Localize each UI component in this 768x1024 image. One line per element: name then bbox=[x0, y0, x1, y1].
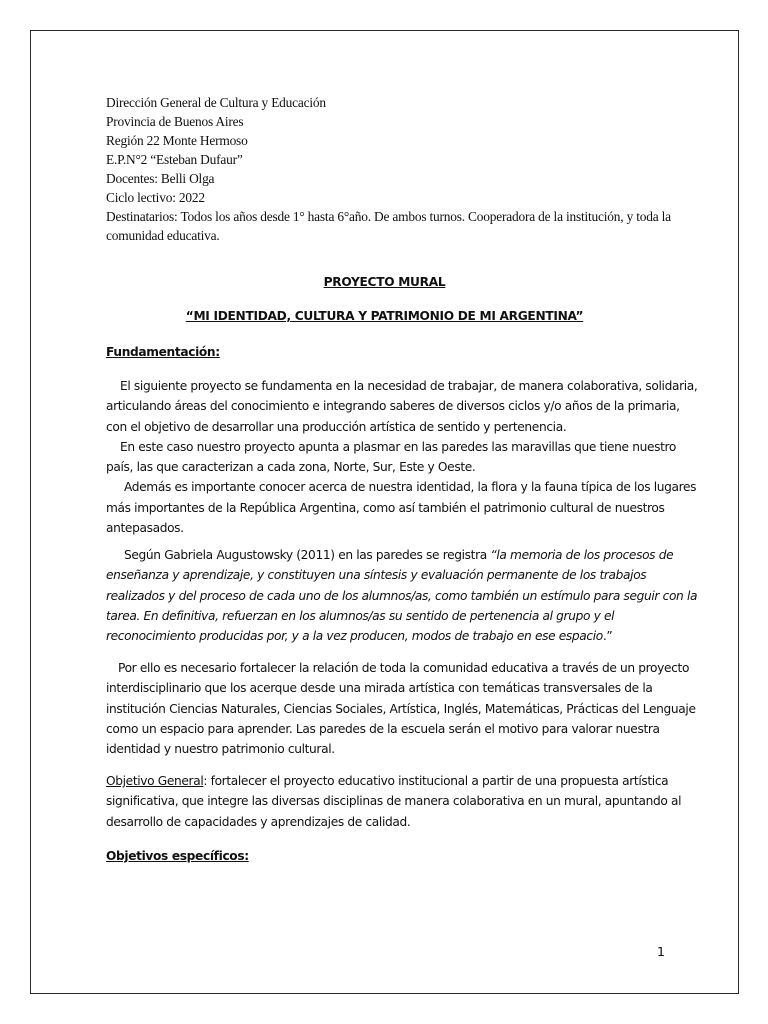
quote-paragraph bbox=[106, 545, 698, 646]
document-subtitle: “MI IDENTIDAD, CULTURA Y PATRIMONIO DE MI ARGENTINA” bbox=[185, 309, 584, 323]
fundamentacion-paragraph-4: Por ello es necesario fortalecer la relación de toda la comunidad educativa a través de un proyecto interdisciplinario que los acerque desde una mirada artística con temáticas transversales de la institución Ciencias Naturales, Ciencias Sociales, Artística, Inglés, Matemáticas, Prácticas del Lenguaje como un espacio para aprender. Las paredes de la escuela serán el motivo para valorar nuestra identidad y nuestro patrimonio cultural. bbox=[106, 661, 696, 757]
header-line-teachers: Docentes: Belli Olga bbox=[106, 171, 215, 186]
header-line-province: Provincia de Buenos Aires bbox=[106, 114, 244, 129]
quote-end: .” bbox=[602, 629, 613, 644]
objetivos-especificos-section bbox=[106, 846, 698, 866]
objetivo-general-label: Objetivo General bbox=[106, 774, 204, 788]
fundamentacion-paragraph-1: El siguiente proyecto se fundamenta en la necesidad de trabajar, de manera colaborativa, solidaria, articulando áreas del conocimiento e integrando saberes de diversos ciclos y/o años de la primaria, con el objetivo de desarrollar una producción artística de sentido y pertenencia. bbox=[106, 379, 698, 434]
objetivos-especificos-heading: Objetivos específicos: bbox=[106, 849, 249, 863]
document-header bbox=[106, 93, 696, 245]
fundamentacion-paragraph-2: En este caso nuestro proyecto apunta a plasmar en las paredes las maravillas que tiene nuestro país, las que caracterizan a cada zona, Norte, Sur, Este y Oeste. bbox=[106, 439, 677, 475]
fundamentacion-paragraph-3: Además es importante conocer acerca de nuestra identidad, la flora y la fauna típica de los lugares más importantes de la República Argentina, como así también el patrimonio cultural de nuestros antepasados. bbox=[106, 480, 697, 536]
fundamentacion-section bbox=[106, 376, 698, 538]
document-title: PROYECTO MURAL bbox=[323, 275, 446, 289]
header-line-organization: Dirección General de Cultura y Educación bbox=[106, 95, 326, 110]
header-line-school-year: Ciclo lectivo: 2022 bbox=[106, 190, 205, 205]
objetivo-general-section bbox=[106, 771, 698, 832]
fundamentacion-heading-block bbox=[106, 342, 698, 362]
header-line-school: E.P.N°2 “Esteban Dufaur” bbox=[106, 152, 243, 167]
document-page bbox=[30, 30, 739, 994]
header-line-recipients: Destinatarios: Todos los años desde 1° hasta 6°año. De ambos turnos. Cooperadora de la institución, y toda la comunidad educativa. bbox=[106, 209, 671, 243]
quote-intro: Según Gabriela Augustowsky (2011) en las paredes se registra bbox=[124, 548, 491, 562]
fundamentacion-heading: Fundamentación: bbox=[106, 345, 220, 359]
interdisciplinary-paragraph-block bbox=[106, 658, 698, 759]
quote-text: “la memoria de los procesos de enseñanza y aprendizaje, y constituyen una síntesis y evaluación permanente de los trabajos realizados y del proceso de cada uno de los alumnos/as, como también un estímulo para seguir con la tarea. En definitiva, refuerzan en los alumnos/as su sentido de pertenencia al grupo y el reconocimiento producidas por, y a la vez producen, modos de trabajo en ese espacio bbox=[106, 548, 698, 644]
header-line-region: Región 22 Monte Hermoso bbox=[106, 133, 248, 148]
page-number: 1 bbox=[657, 944, 665, 959]
objetivo-general-text: : fortalecer el proyecto educativo institucional a partir de una propuesta artística significativa, que integre las diversas disciplinas de manera colaborativa en un mural, apuntando al desarrollo de capacidades y aprendizajes de calidad. bbox=[106, 774, 682, 829]
